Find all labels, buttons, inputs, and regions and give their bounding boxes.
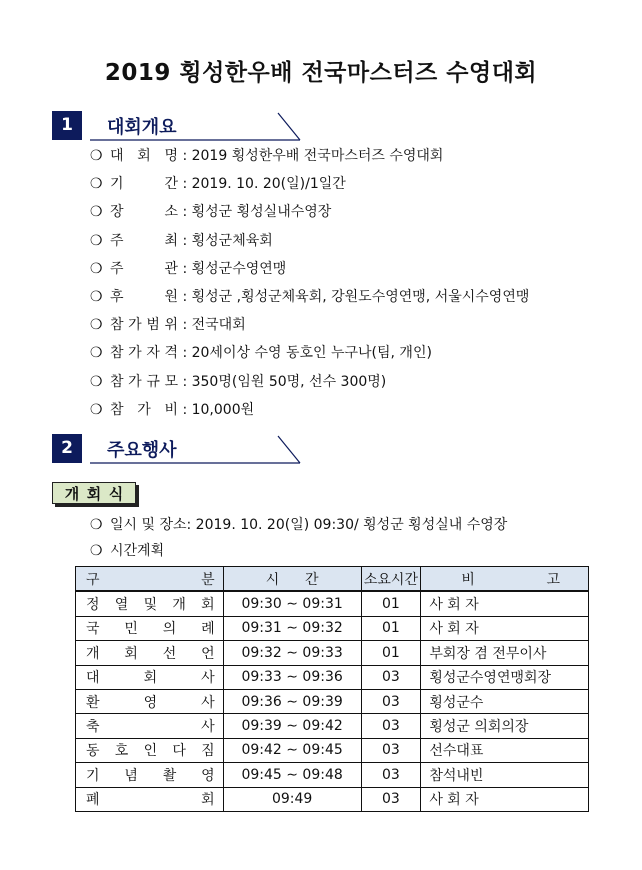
schedule-item-cell: 축 사 <box>76 714 224 738</box>
schedule-duration-cell: 03 <box>361 665 421 689</box>
ceremony-line <box>90 514 507 534</box>
table-row <box>76 714 589 738</box>
schedule-time-cell: 09:33 ∼ 09:36 <box>223 665 361 689</box>
table-row <box>76 616 589 640</box>
bullet-icon: ❍ <box>90 176 103 193</box>
schedule-note-cell: 선수대표 <box>421 738 589 762</box>
section-number: 1 <box>52 111 82 140</box>
schedule-time-cell: 09:42 ∼ 09:45 <box>223 738 361 762</box>
overview-key: 참 가 자 격 <box>110 345 178 362</box>
table-row <box>76 763 589 787</box>
overview-item <box>90 314 246 334</box>
table-header-cell: 비 고 <box>421 567 589 592</box>
overview-item <box>90 399 254 419</box>
schedule-item-cell: 대 회 사 <box>76 665 224 689</box>
schedule-duration-cell: 01 <box>361 641 421 665</box>
schedule-duration-cell: 03 <box>361 763 421 787</box>
schedule-item-cell: 국 민 의 례 <box>76 616 224 640</box>
overview-key: 주 관 <box>110 260 178 277</box>
schedule-note-cell: 사 회 자 <box>421 616 589 640</box>
overview-value: : 전국대회 <box>178 317 246 334</box>
overview-value: : 횡성군수영연맹 <box>178 260 287 277</box>
section-underline <box>90 111 302 141</box>
schedule-note-cell: 부회장 겸 전무이사 <box>421 641 589 665</box>
bullet-icon: ❍ <box>90 260 103 277</box>
section-header-events <box>52 434 302 464</box>
overview-value: : 횡성군 횡성실내수영장 <box>178 204 332 221</box>
overview-value: : 350명(임원 50명, 선수 300명) <box>178 373 387 390</box>
ceremony-badge: 개 회 식 <box>52 482 136 504</box>
bullet-icon: ❍ <box>90 317 103 334</box>
overview-key: 후 원 <box>110 289 178 305</box>
bullet-icon: ❍ <box>90 373 103 390</box>
section-label: 주요행사 <box>107 440 177 461</box>
overview-key: 대 회 명 <box>110 148 178 164</box>
bullet-icon: ❍ <box>90 204 103 221</box>
table-row <box>76 738 589 762</box>
table-row <box>76 641 589 665</box>
overview-value: : 횡성군체육회 <box>178 232 273 249</box>
bullet-icon: ❍ <box>90 517 103 533</box>
schedule-note-cell: 횡성군 의회의장 <box>421 714 589 738</box>
schedule-item-cell: 환 영 사 <box>76 689 224 713</box>
overview-value: : 횡성군 ,횡성군체육회, 강원도수영연맹, 서울시수영연맹 <box>178 289 530 305</box>
schedule-time-cell: 09:32 ∼ 09:33 <box>223 641 361 665</box>
table-header-row <box>76 567 589 592</box>
table-row <box>76 665 589 689</box>
overview-item <box>90 173 346 193</box>
schedule-time-cell: 09:36 ∼ 09:39 <box>223 689 361 713</box>
section-label: 대회개요 <box>107 117 177 138</box>
overview-key: 참 가 비 <box>110 401 178 418</box>
ceremony-datetime-text: 일시 및 장소: 2019. 10. 20(일) 09:30/ 횡성군 횡성실내 수영장 <box>110 517 508 533</box>
schedule-duration-cell: 03 <box>361 714 421 738</box>
schedule-note-cell: 횡성군수 <box>421 689 589 713</box>
overview-key: 기 간 <box>110 176 178 193</box>
section-number: 2 <box>52 434 82 463</box>
bullet-icon: ❍ <box>90 232 103 249</box>
schedule-item-cell: 폐 회 <box>76 787 224 811</box>
table-row <box>76 787 589 811</box>
overview-item <box>90 258 286 278</box>
schedule-item-cell: 기 념 촬 영 <box>76 763 224 787</box>
schedule-note-cell: 참석내빈 <box>421 763 589 787</box>
schedule-time-cell: 09:30 ∼ 09:31 <box>223 591 361 616</box>
schedule-item-cell: 개 회 선 언 <box>76 641 224 665</box>
overview-item <box>90 230 273 250</box>
bullet-icon: ❍ <box>90 543 103 559</box>
bullet-icon: ❍ <box>90 289 103 305</box>
page-title: 2019 횡성한우배 전국마스터즈 수영대회 <box>104 60 538 86</box>
schedule-duration-cell: 03 <box>361 689 421 713</box>
schedule-note-cell: 사 회 자 <box>421 787 589 811</box>
bullet-icon: ❍ <box>90 345 103 362</box>
table-header-cell: 시 간 <box>223 567 361 592</box>
overview-key: 참 가 범 위 <box>110 317 178 334</box>
overview-value: : 2019. 10. 20(일)/1일간 <box>178 176 346 193</box>
table-header-cell: 구 분 <box>76 567 224 592</box>
ceremony-plan-text: 시간계획 <box>110 543 165 559</box>
overview-item <box>90 145 443 165</box>
schedule-time-cell: 09:31 ∼ 09:32 <box>223 616 361 640</box>
schedule-duration-cell: 03 <box>361 738 421 762</box>
overview-item <box>90 342 432 362</box>
schedule-time-cell: 09:49 <box>223 787 361 811</box>
schedule-item-cell: 동 호 인 다 짐 <box>76 738 224 762</box>
section-header-overview <box>52 111 302 141</box>
bullet-icon: ❍ <box>90 148 103 164</box>
schedule-item-cell: 정 열 및 개 회 <box>76 591 224 616</box>
schedule-note-cell: 횡성군수영연맹회장 <box>421 665 589 689</box>
schedule-note-cell: 사 회 자 <box>421 591 589 616</box>
table-header-cell: 소요시간 <box>361 567 421 592</box>
schedule-table <box>75 566 589 812</box>
overview-item <box>90 286 529 306</box>
overview-item <box>90 201 331 221</box>
schedule-duration-cell: 03 <box>361 787 421 811</box>
schedule-duration-cell: 01 <box>361 591 421 616</box>
schedule-duration-cell: 01 <box>361 616 421 640</box>
overview-value: : 20세이상 수영 동호인 누구나(팀, 개인) <box>178 345 432 362</box>
table-row <box>76 689 589 713</box>
overview-item <box>90 371 386 391</box>
bullet-icon: ❍ <box>90 401 103 418</box>
overview-value: : 10,000원 <box>178 401 255 418</box>
overview-key: 장 소 <box>110 204 178 221</box>
overview-key: 주 최 <box>110 232 178 249</box>
overview-value: : 2019 횡성한우배 전국마스터즈 수영대회 <box>178 148 444 164</box>
schedule-time-cell: 09:45 ∼ 09:48 <box>223 763 361 787</box>
overview-key: 참 가 규 모 <box>110 373 178 390</box>
table-row <box>76 591 589 616</box>
schedule-time-cell: 09:39 ∼ 09:42 <box>223 714 361 738</box>
section-underline <box>90 434 302 464</box>
ceremony-line <box>90 540 164 560</box>
